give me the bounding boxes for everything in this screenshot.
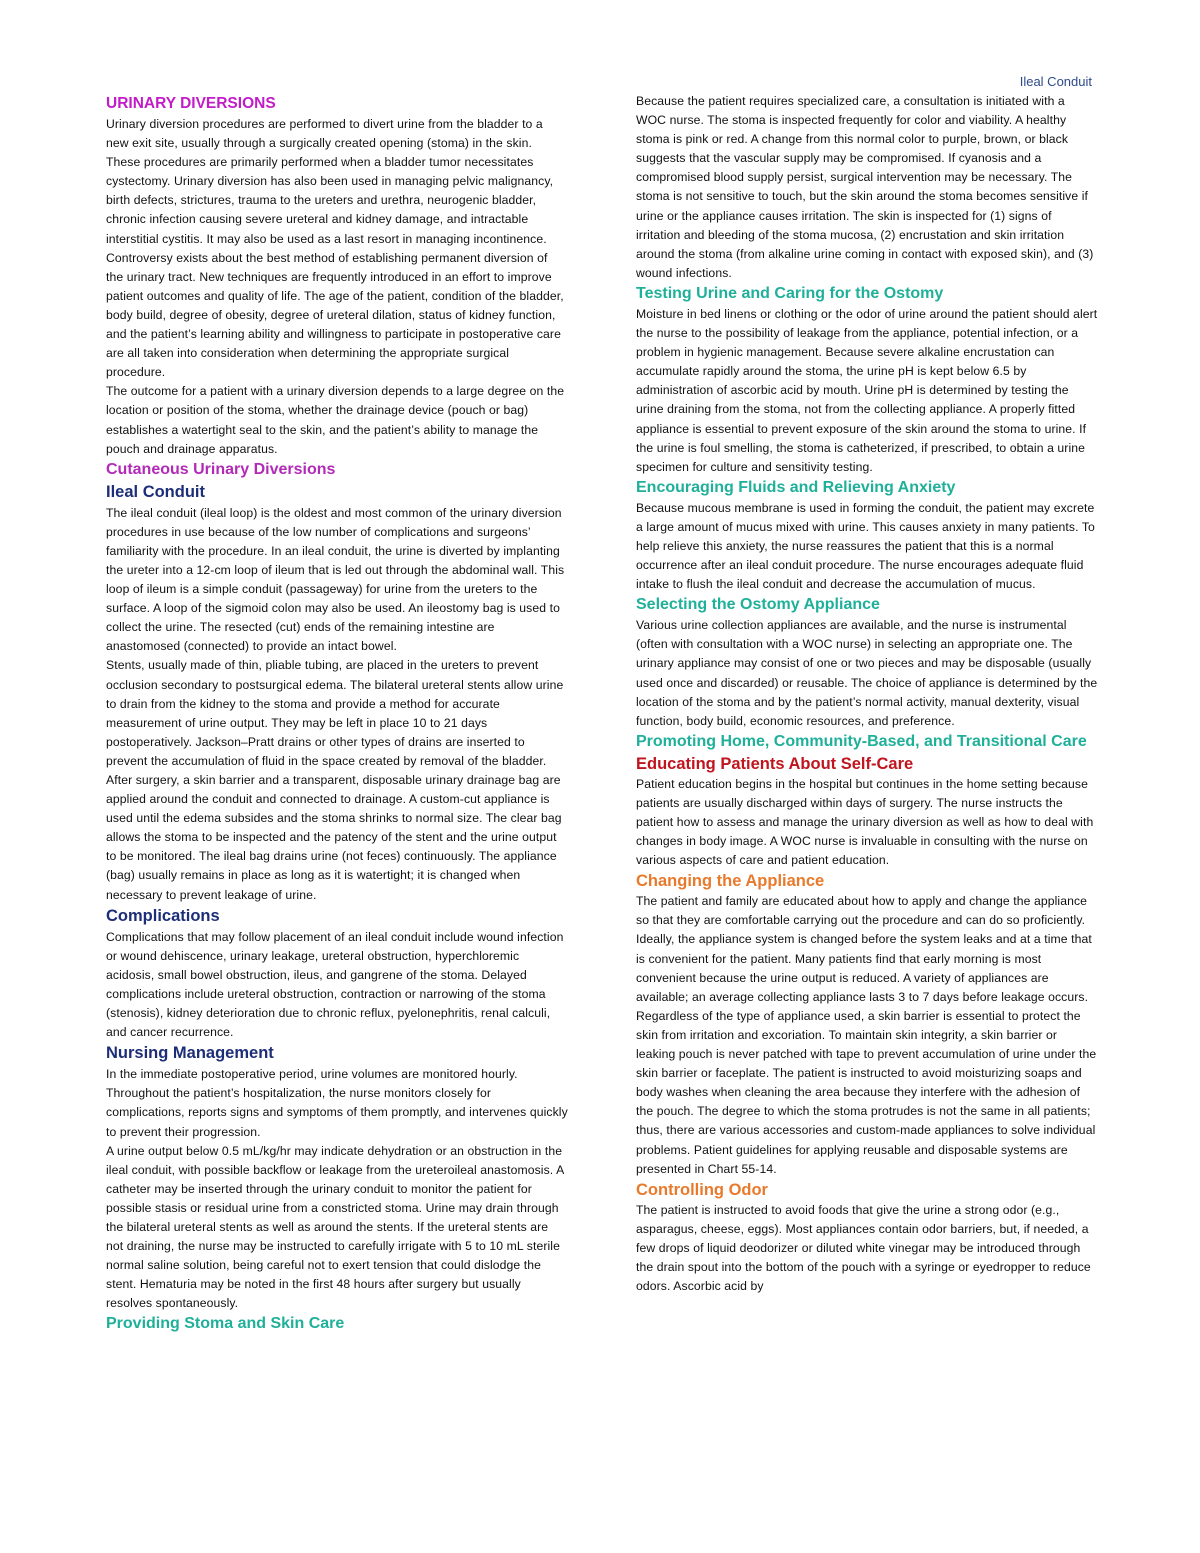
paragraph: In the immediate postoperative period, urine volumes are monitored hourly. Throughout the patient’s hospitalization, the nurse monitors closely for complications, reports signs and symptoms of them promptly, and intervenes quickly to prevent their progression. [106,1067,568,1139]
paragraph: Patient education begins in the hospital but continues in the home setting because patients are usually discharged within days of surgery. The nurse instructs the patient how to assess and manage the urinary diversion as well as how to deal with changes in body image. A WOC nurse is invaluable in consulting with the nurse on various aspects of care and patient education. [636,776,1094,868]
right-column [636,92,1098,1296]
heading-testing-urine: Testing Urine and Caring for the Ostomy [636,284,944,302]
heading-nursing-management: Nursing Management [106,1044,274,1063]
paragraph: The patient and family are educated about how to apply and change the appliance so that they are comfortable carrying out the procedure and can do so proficiently. Ideally, the appliance system is changed before the system leaks and at a time that is convenient for the patient. Many patients find that early morning is most convenient because the urine output is reduced. A variety of appliances are available; an average collecting appliance lasts 3 to 7 days before leakage occurs. [636,894,1092,1004]
paragraph: Various urine collection appliances are available, and the nurse is instrumental (often with consultation with a WOC nurse) in selecting an appropriate one. The urinary appliance may consist of one or two pieces and may be disposable (usually used once and discarded) or reusable. The choice of appliance is determined by the location of the stoma and by the patient’s normal activity, manual dexterity, visual function, body build, economic resources, and preference. [636,618,1098,728]
heading-controlling-odor: Controlling Odor [636,1180,768,1199]
paragraph: Because mucous membrane is used in forming the conduit, the patient may excrete a large amount of mucus mixed with urine. This causes anxiety in many patients. To help relieve this anxiety, the nurse reassures the patient that this is a normal occurrence after an ileal conduit procedure. The nurse encourages adequate fluid intake to flush the ileal conduit and decrease the accumulation of mucus. [636,500,1095,592]
heading-encouraging-fluids: Encouraging Fluids and Relieving Anxiety [636,478,956,496]
heading-promoting-home-care: Promoting Home, Community-Based, and Transitional Care [636,732,1087,750]
paragraph: Complications that may follow placement of an ileal conduit include wound infection or wound dehiscence, urinary leakage, ureteral obstruction, hyperchloremic acidosis, small bowel obstruction, ileus, and gangrene of the stoma. Delayed complications include ureteral obstruction, contraction or narrowing of the stoma (stenosis), kidney deterioration due to chronic reflux, pyelonephritis, renal calculi, and cancer recurrence. [106,929,564,1040]
paragraph: A urine output below 0.5 mL/kg/hr may indicate dehydration or an obstruction in the ileal conduit, with possible backflow or leakage from the ureteroileal anastomosis. A catheter may be inserted through the urinary conduit to monitor the patient for possible stasis or residual urine from a constricted stoma. Urine may drain through the bilateral ureteral stents as well as around the stents. If the ureteral stents are not draining, the nurse may be instructed to carefully irrigate with 5 to 10 mL sterile normal saline solution, being careful not to exert tension that could dislodge the stent. Hematuria may be noted in the first 48 hours after surgery but usually resolves spontaneously. [106,1143,564,1311]
section-title: URINARY DIVERSIONS [106,95,276,112]
heading-changing-appliance: Changing the Appliance [636,872,825,891]
paragraph: Stents, usually made of thin, pliable tubing, are placed in the ureters to prevent occlusion secondary to postsurgical edema. The bilateral ureteral stents allow urine to drain from the kidney to the stoma and provide a method for accurate measurement of urine output. They may be left in place 10 to 21 days postoperatively. Jackson–Pratt drains or other types of drains are inserted to prevent the accumulation of fluid in the space created by removal of the bladder. [106,658,564,768]
heading-complications: Complications [106,906,220,925]
paragraph: The patient is instructed to avoid foods that give the urine a strong odor (e.g., asparagus, cheese, eggs). Most appliances contain odor barriers, but, if needed, a few drops of liquid deodorizer or diluted white vinegar may be introduced through the drain spout into the bottom of the pouch with a syringe or eyedropper to reduce odors. Ascorbic acid by [636,1202,1091,1294]
paragraph: Because the patient requires specialized care, a consultation is initiated with a WOC nurse. The stoma is inspected frequently for color and viability. A healthy stoma is pink or red. A change from this normal color to purple, brown, or black suggests that the vascular supply may be compromised. If cyanosis and a compromised blood supply persist, surgical intervention may be necessary. The stoma is not sensitive to touch, but the skin around the stoma becomes sensitive if urine or the appliance causes irritation. The skin is inspected for (1) signs of irritation and bleeding of the stoma mucosa, (2) encrustation and skin irritation around the stoma (from alkaline urine coming in contact with exposed skin), and (3) wound infections. [636,94,1094,280]
running-header: Ileal Conduit [1019,74,1092,89]
paragraph: After surgery, a skin barrier and a transparent, disposable urinary drainage bag are applied around the conduit and connected to drainage. A custom-cut appliance is used until the edema subsides and the stoma shrinks to normal size. The clear bag allows the stoma to be inspected and the patency of the stent and the urine output to be monitored. The ileal bag drains urine (not feces) continuously. The appliance (bag) usually remains in place as long as it is watertight; it is changed when necessary to prevent leakage of urine. [106,773,562,902]
heading-selecting-appliance: Selecting the Ostomy Appliance [636,596,880,614]
paragraph: Urinary diversion procedures are performed to divert urine from the bladder to a new exit site, usually through a surgically created opening (stoma) in the skin. These procedures are primarily performed when a bladder tumor necessitates cystectomy. Urinary diversion has also been used in managing pelvic malignancy, birth defects, strictures, trauma to the ureters and urethra, neurogenic bladder, chronic infection causing severe ureteral and kidney damage, and intractable interstitial cystitis. It may also be used as a last resort in managing incontinence. [106,117,554,246]
heading-stoma-skin-care: Providing Stoma and Skin Care [106,1315,345,1333]
paragraph: The ileal conduit (ileal loop) is the oldest and most common of the urinary diversion procedures in use because of the low number of complications and surgeons’ familiarity with the procedure. In an ileal conduit, the urine is diverted by implanting the ureter into a 12-cm loop of ileum that is led out through the abdominal wall. This loop of ileum is a simple conduit (passageway) for urine from the ureters to the surface. A loop of the sigmoid colon may also be used. An ileostomy bag is used to collect the urine. The resected (cut) ends of the remaining intestine are anastomosed (connected) to provide an intact bowel. [106,505,565,654]
paragraph: Regardless of the type of appliance used, a skin barrier is essential to protect the skin from irritation and excoriation. To maintain skin integrity, a skin barrier or leaking pouch is never patched with tape to prevent accumulation of urine under the skin barrier or faceplate. The patient is instructed to avoid moisturizing soaps and body washes when cleaning the area because they interfere with the adhesion of the pouch. The degree to which the stoma protrudes is not the same in all patients; thus, there are various accessories and custom-made appliances to solve individual problems. Patient guidelines for applying reusable and disposable systems are presented in Chart 55-14. [636,1008,1097,1176]
left-column [106,94,568,1335]
heading-ileal-conduit: Ileal Conduit [106,482,205,501]
paragraph: Moisture in bed linens or clothing or the odor of urine around the patient should alert the nurse to the possibility of leakage from the appliance, potential infection, or a problem in hygienic management. Because severe alkaline encrustation can accumulate rapidly around the stoma, the urine pH is kept below 6.5 by administration of ascorbic acid by mouth. Urine pH is determined by testing the urine draining from the stoma, not from the collecting appliance. A properly fitted appliance is essential to prevent exposure of the skin around the stoma to urine. If the urine is foul smelling, the stoma is catheterized, if prescribed, to obtain a urine specimen for culture and sensitivity testing. [636,306,1098,474]
paragraph: Controversy exists about the best method of establishing permanent diversion of the urinary tract. New techniques are frequently introduced in an effort to improve patient outcomes and quality of life. The age of the patient, condition of the bladder, body build, degree of obesity, degree of ureteral dilation, status of kidney function, and the patient’s learning ability and willingness to participate in postoperative care are all taken into consideration when determining the appropriate surgical procedure. [106,250,564,380]
paragraph: The outcome for a patient with a urinary diversion depends to a large degree on the location or position of the stoma, whether the drainage device (pouch or bag) establishes a watertight seal to the skin, and the patient’s ability to manage the pouch and drainage apparatus. [106,384,565,456]
heading-cutaneous-diversions: Cutaneous Urinary Diversions [106,460,336,478]
heading-educating-patients: Educating Patients About Self-Care [636,754,914,773]
